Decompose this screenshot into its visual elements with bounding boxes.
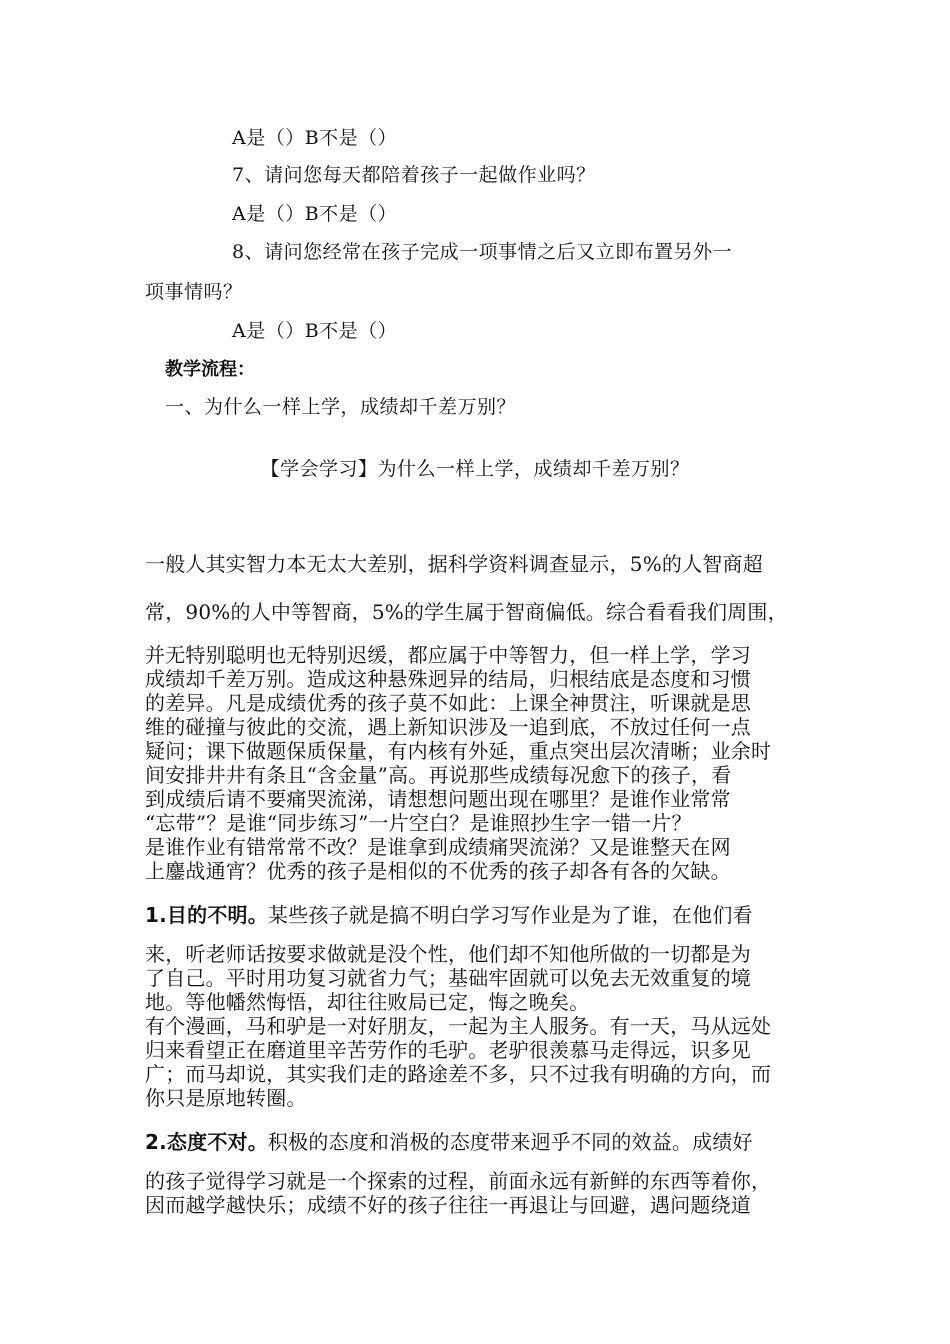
paragraph-line: 有个漫画，马和驴是一对好朋友，一起为主人服务。有一天，马从远处 <box>145 1014 772 1038</box>
paragraph-line: 一般人其实智力本无太大差别，据科学资料调查显示，5%的人智商超 <box>145 552 763 576</box>
q8-options: A是（）B不是（） <box>232 320 398 342</box>
point-one-label: 1.目的不明。 <box>145 903 268 927</box>
q7-options: A是（）B不是（） <box>232 203 398 225</box>
point-one-text: 某些孩子就是搞不明白学习写作业是为了谁，在他们看 <box>267 903 753 927</box>
paragraph-line: 上鏖战通宵？优秀的孩子是相似的不优秀的孩子却各有各的欠缺。 <box>145 859 731 883</box>
q6-options: A是（）B不是（） <box>232 127 398 149</box>
paragraph-line: 来，听老师话按要求做就是没个性，他们却不知他所做的一切都是为 <box>145 942 751 966</box>
paragraph-line: 是谁作业有错常常不改？是谁拿到成绩痛哭流涕？又是谁整天在网 <box>145 835 731 859</box>
section-heading: 教学流程： <box>165 359 255 380</box>
paragraph-line: 常，90%的人中等智商，5%的学生属于智商偏低。综合看看我们周围， <box>145 600 788 624</box>
paragraph-line: 地。等他幡然悔悟，却往往败局已定，悔之晚矣。 <box>145 990 590 1014</box>
point-two-text: 积极的态度和消极的态度带来迥乎不同的效益。成绩好 <box>267 1130 753 1154</box>
point-one-line <box>145 903 753 927</box>
paragraph-line: 的孩子觉得学习就是一个探索的过程，前面永远有新鲜的东西等着你， <box>145 1169 772 1193</box>
paragraph-line: 广；而马却说，其实我们走的路途差不多，只不过我有明确的方向，而 <box>145 1062 772 1086</box>
q8-question-line1: 8、请问您经常在孩子完成一项事情之后又立即布置另外一 <box>232 241 733 263</box>
paragraph-line: “忘带”？是谁“同步练习”一片空白？是谁照抄生字一错一片？ <box>145 811 692 835</box>
paragraph-line: 疑问；课下做题保质保量，有内核有外延，重点突出层次清晰；业余时 <box>145 739 772 763</box>
paragraph-line: 间安排井井有条且“含金量”高。再说那些成绩每况愈下的孩子，看 <box>145 763 732 787</box>
paragraph-line: 归来看望正在磨道里辛苦劳作的毛驴。老驴很羡慕马走得远，识多见 <box>145 1038 751 1062</box>
paragraph-line: 并无特别聪明也无特别迟缓，都应属于中等智力，但一样上学，学习 <box>145 643 751 667</box>
paragraph-line: 了自己。平时用功复习就省力气；基础牢固就可以免去无效重复的境 <box>145 966 751 990</box>
point-two-label: 2.态度不对。 <box>145 1130 268 1154</box>
q7-question: 7、请问您每天都陪着孩子一起做作业吗？ <box>232 164 596 186</box>
paragraph-line: 因而越学越快乐；成绩不好的孩子往往一再退让与回避，遇问题绕道 <box>145 1193 751 1217</box>
q8-question-line2: 项事情吗？ <box>145 281 243 303</box>
paragraph-line: 你只是原地转圈。 <box>145 1086 307 1110</box>
paragraph-line: 成绩却千差万别。造成这种悬殊迥异的结局，归根结底是态度和习惯 <box>145 667 751 691</box>
subtitle: 【学会学习】为什么一样上学，成绩却千差万别？ <box>260 458 690 480</box>
point-two-line <box>145 1130 753 1154</box>
paragraph-line: 维的碰撞与彼此的交流，遇上新知识涉及一追到底，不放过任何一点 <box>145 715 751 739</box>
part-one-title: 一、为什么一样上学，成绩却千差万别？ <box>165 396 517 418</box>
paragraph-line: 到成绩后请不要痛哭流涕，请想想问题出现在哪里？是谁作业常常 <box>145 787 731 811</box>
paragraph-line: 的差异。凡是成绩优秀的孩子莫不如此：上课全神贯注，听课就是思 <box>145 691 751 715</box>
